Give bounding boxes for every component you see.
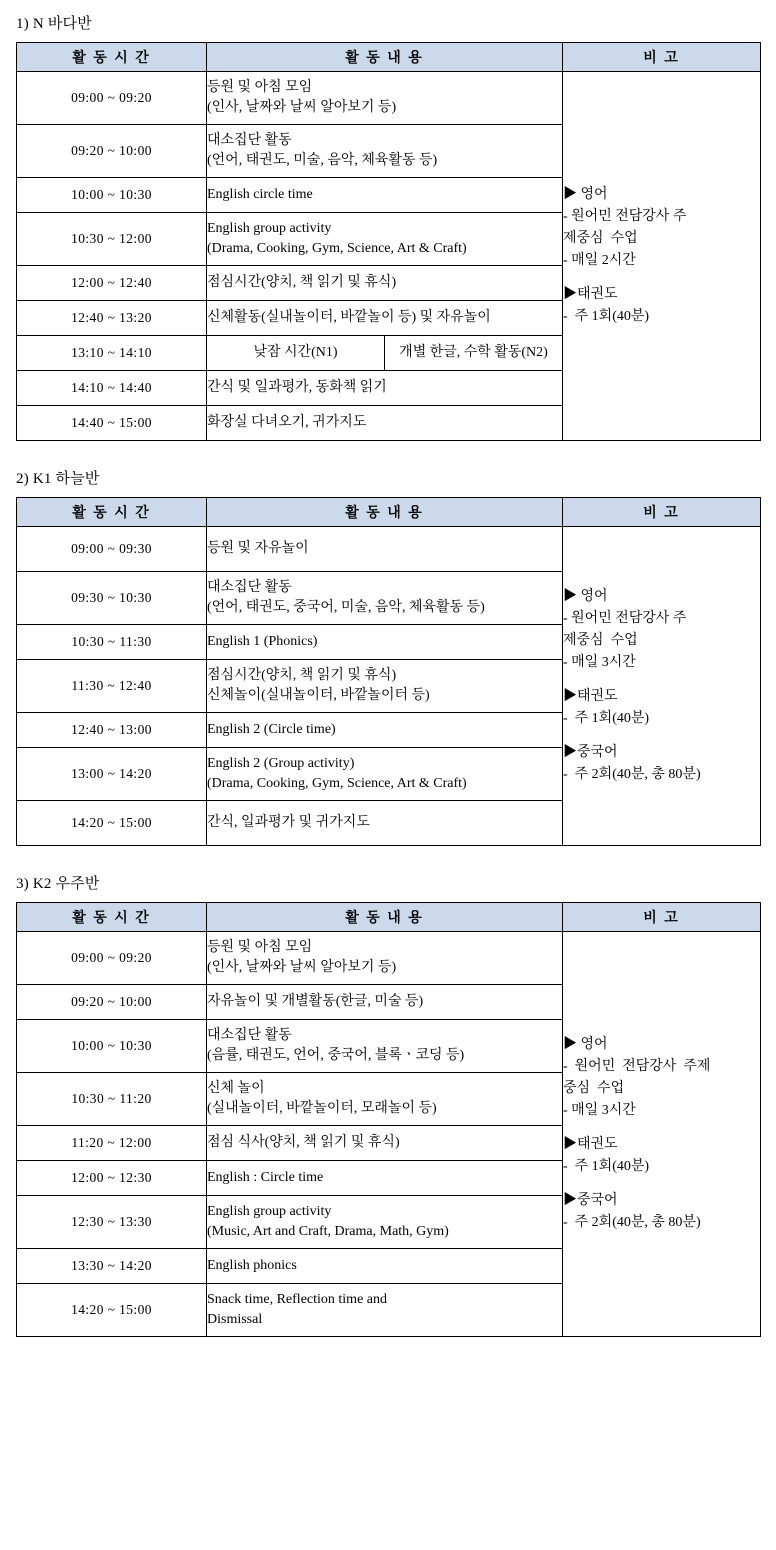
cell-activity [207,72,563,125]
section-title-2: 2) K1 하늘반 [16,471,100,487]
activity-line-1: English 2 (Group activity) [207,756,355,771]
cell-time: 12:40 ~ 13:00 [17,713,207,748]
note-gap [563,674,760,686]
cell-activity [207,932,563,985]
cell-activity: 간식 및 일과평가, 동화책 읽기 [207,371,563,406]
cell-activity: 화장실 다녀오기, 귀가지도 [207,406,563,441]
cell-activity [207,1196,563,1249]
activity-line-1: 신체 놀이 [207,1081,265,1096]
table-header-row [17,43,761,72]
activity-line-1: 점심시간(양치, 책 읽기 및 휴식) [207,668,397,683]
cell-time: 09:20 ~ 10:00 [17,985,207,1020]
note-line: ▶태권도 [563,287,618,302]
cell-activity: English : Circle time [207,1161,563,1196]
activity-line-2: (언어, 태권도, 미술, 음악, 체육활동 등) [207,153,438,168]
header-note: 비 고 [563,498,761,527]
cell-time: 13:10 ~ 14:10 [17,336,207,371]
cell-time: 14:20 ~ 15:00 [17,1284,207,1337]
cell-activity-split-right: 개별 한글, 수학 활동(N2) [399,345,548,360]
section-title-3: 3) K2 우주반 [16,876,100,892]
header-time: 활 동 시 간 [17,498,207,527]
note-line: ▶ 영어 [563,589,608,604]
activity-line-1: Snack time, Reflection time and [207,1292,388,1307]
cell-activity: 점심 식사(양치, 책 읽기 및 휴식) [207,1126,563,1161]
cell-activity-split [207,336,563,371]
activity-line-1: 대소집단 활동 [207,580,292,595]
table-header-row [17,903,761,932]
schedule-table-1 [16,42,761,441]
note-gap [563,730,760,742]
note-line: ▶중국어 [563,745,618,760]
header-activity: 활 동 내 용 [207,903,563,932]
cell-note [563,527,761,846]
activity-line-2: (인사, 날짜와 날씨 알아보기 등) [207,960,397,975]
note-line: - 주 2회(40분, 총 80분) [563,767,701,782]
cell-time: 13:30 ~ 14:20 [17,1249,207,1284]
note-line: 중심 수업 [563,1081,625,1096]
header-note: 비 고 [563,903,761,932]
activity-line-1: 대소집단 활동 [207,1028,292,1043]
cell-time: 10:30 ~ 11:30 [17,625,207,660]
table-header-row [17,498,761,527]
activity-line-2: 신체놀이(실내놀이터, 바깥놀이터 등) [207,688,430,703]
header-time: 활 동 시 간 [17,43,207,72]
cell-time: 12:40 ~ 13:20 [17,301,207,336]
section-title-1: 1) N 바다반 [16,16,92,32]
cell-activity [207,572,563,625]
cell-activity [207,213,563,266]
cell-time: 09:30 ~ 10:30 [17,572,207,625]
cell-time: 10:00 ~ 10:30 [17,1020,207,1073]
table-row [17,932,761,985]
section-spacer [14,441,762,463]
cell-note [563,932,761,1337]
cell-time: 09:00 ~ 09:20 [17,932,207,985]
note-line: - 매일 3시간 [563,1103,636,1118]
cell-activity [207,1073,563,1126]
cell-time: 14:40 ~ 15:00 [17,406,207,441]
note-line: - 매일 2시간 [563,253,636,268]
cell-time: 12:00 ~ 12:30 [17,1161,207,1196]
activity-line-2: (언어, 태권도, 중국어, 미술, 음악, 체육활동 등) [207,600,485,615]
note-line: ▶태권도 [563,1137,618,1152]
activity-line-2: (Music, Art and Craft, Drama, Math, Gym) [207,1224,449,1239]
note-line: - 주 1회(40분) [563,309,650,324]
note-line: - 주 1회(40분) [563,711,650,726]
activity-line-2: (인사, 날짜와 날씨 알아보기 등) [207,100,397,115]
cell-activity [207,660,563,713]
note-line: ▶중국어 [563,1193,618,1208]
cell-activity: 점심시간(양치, 책 읽기 및 휴식) [207,266,563,301]
note-line: ▶ 영어 [563,187,608,202]
cell-time: 14:10 ~ 14:40 [17,371,207,406]
note-gap [563,272,760,284]
note-line: ▶ 영어 [563,1037,608,1052]
cell-time: 09:20 ~ 10:00 [17,125,207,178]
cell-activity: 신체활동(실내놀이터, 바깥놀이 등) 및 자유놀이 [207,301,563,336]
cell-time: 14:20 ~ 15:00 [17,801,207,846]
cell-activity: English 2 (Circle time) [207,713,563,748]
cell-activity-split-left: 낮잠 시간(N1) [207,336,385,370]
cell-activity: 간식, 일과평가 및 귀가지도 [207,801,563,846]
activity-line-2: Dismissal [207,1312,263,1327]
cell-time: 10:00 ~ 10:30 [17,178,207,213]
note-line: ▶태권도 [563,689,618,704]
table-row [17,72,761,125]
schedule-table-3 [16,902,761,1337]
cell-activity [207,748,563,801]
cell-activity: 자유놀이 및 개별활동(한글, 미술 등) [207,985,563,1020]
activity-line-2: (음률, 태권도, 언어, 중국어, 블록ㆍ코딩 등) [207,1048,465,1063]
activity-line-1: English group activity [207,1204,332,1219]
cell-time: 11:30 ~ 12:40 [17,660,207,713]
note-gap [563,1122,760,1134]
header-activity: 활 동 내 용 [207,498,563,527]
activity-line-1: 등원 및 아침 모임 [207,940,313,955]
section-spacer [14,846,762,868]
cell-time: 10:30 ~ 11:20 [17,1073,207,1126]
cell-activity [207,1284,563,1337]
cell-time: 09:00 ~ 09:30 [17,527,207,572]
note-line: 제중심 수업 [563,231,638,246]
note-line: 제중심 수업 [563,633,638,648]
activity-line-2: (Drama, Cooking, Gym, Science, Art & Craft) [207,776,467,791]
activity-line-1: English group activity [207,221,332,236]
activity-line-2: (Drama, Cooking, Gym, Science, Art & Craft) [207,241,467,256]
cell-activity: English 1 (Phonics) [207,625,563,660]
header-note: 비 고 [563,43,761,72]
header-activity: 활 동 내 용 [207,43,563,72]
cell-time: 12:30 ~ 13:30 [17,1196,207,1249]
activity-line-1: 대소집단 활동 [207,133,292,148]
cell-time: 09:00 ~ 09:20 [17,72,207,125]
cell-activity [207,125,563,178]
note-line: - 매일 3시간 [563,655,636,670]
cell-time: 12:00 ~ 12:40 [17,266,207,301]
note-line: - 원어민 전담강사 주제 [563,1059,711,1074]
schedule-table-2 [16,497,761,846]
header-time: 활 동 시 간 [17,903,207,932]
cell-activity: English circle time [207,178,563,213]
activity-line-1: 등원 및 아침 모임 [207,80,313,95]
note-line: - 주 2회(40분, 총 80분) [563,1215,701,1230]
activity-line-2: (실내놀이터, 바깥놀이터, 모래놀이 등) [207,1101,437,1116]
table-row [17,527,761,572]
note-line: - 원어민 전담강사 주 [563,611,687,626]
note-line: - 원어민 전담강사 주 [563,209,687,224]
cell-time: 11:20 ~ 12:00 [17,1126,207,1161]
cell-activity [207,1020,563,1073]
cell-activity: 등원 및 자유놀이 [207,527,563,572]
note-line: - 주 1회(40분) [563,1159,650,1174]
cell-time: 10:30 ~ 12:00 [17,213,207,266]
note-gap [563,1178,760,1190]
cell-activity: English phonics [207,1249,563,1284]
cell-time: 13:00 ~ 14:20 [17,748,207,801]
cell-note [563,72,761,441]
